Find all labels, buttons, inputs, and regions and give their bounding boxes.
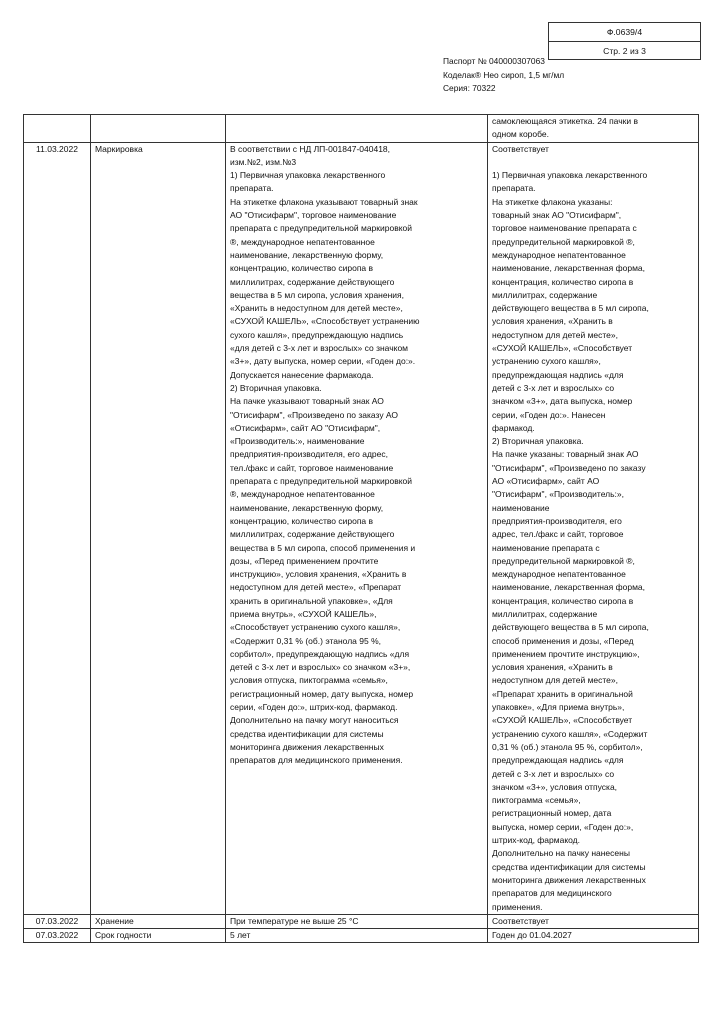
cell-requirement: 5 лет xyxy=(226,929,488,943)
page-number: Стр. 2 из 3 xyxy=(603,46,646,56)
cell-date: 07.03.2022 xyxy=(24,914,91,928)
cell-parameter xyxy=(91,115,226,143)
table-row xyxy=(24,142,699,914)
quality-table xyxy=(23,114,699,943)
form-code-box xyxy=(548,22,701,60)
form-code: Ф.0639/4 xyxy=(549,23,700,42)
cell-requirement: В соответствии с НД ЛП-001847-040418, изм.№2, изм.№3 1) Первичная упаковка лекарственного препарата. На этикетке флакона указывают товарный знак АО "Отисифарм", торговое наименование препарата с предупредительной маркировкой ®, международное непатентованное наименование, лекарственную форму, концентрацию, количество сиропа в миллилитрах, содержание действующего вещества в 5 мл сиропа, условия хранения, «Хранить в недоступном для детей месте», «СУХОЙ КАШЕЛЬ», «Способствует устранению сухого кашля», предупреждающую надпись «для детей с 3-х лет и взрослых» со значком «3+», дату выпуска, номер серии, «Годен до:». Допускается нанесение фармакода. 2) Вторичная упаковка. На пачке указывают товарный знак АО "Отисифарм", «Произведено по заказу АО «Отисифарм», сайт АО "Отисифарм", «Производитель:», наименование предприятия-производителя, его адрес, тел./факс и сайт, торговое наименование препарата с предупредительной маркировкой ®, международное непатентованное наименование, лекарственную форму, концентрацию, количество сиропа в миллилитрах, содержание действующего вещества в 5 мл сиропа, способ применения и дозы, «Перед применением прочтите инструкцию», условия хранения, «Хранить в недоступном для детей месте», «Препарат хранить в оригинальной упаковке», «Для приема внутрь», «СУХОЙ КАШЕЛЬ», «Способствует устранению сухого кашля», «Содержит 0,31 % (об.) этанола 95 %, сорбитол», предупреждающую надпись «для детей с 3-х лет и взрослых» со значком «3+», условия отпуска, пиктограмма «семья», регистрационный номер, дату выпуска, номер серии, «Годен до:», штрих-код, фармакод. Дополнительно на пачку могут наноситься средства идентификации для системы мониторинга движения лекарственных препаратов для медицинского применения. xyxy=(226,142,488,914)
table-row xyxy=(24,929,699,943)
cell-date: 07.03.2022 xyxy=(24,929,91,943)
cell-result: Соответствует xyxy=(488,914,699,928)
product-name: Коделак® Нео сироп, 1,5 мг/мл xyxy=(443,69,565,80)
cell-date: 11.03.2022 xyxy=(24,142,91,914)
cell-date xyxy=(24,115,91,143)
cell-result: Годен до 01.04.2027 xyxy=(488,929,699,943)
cell-result: Соответствует 1) Первичная упаковка лекарственного препарата. На этикетке флакона указаны: товарный знак АО "Отисифарм", торговое наименование препарата с предупредительной маркировкой ®, международное непатентованное наименование, лекарственная форма, концентрация, количество сиропа в миллилитрах, содержание действующего вещества в 5 мл сиропа, условия хранения, «Хранить в недоступном для детей месте», «СУХОЙ КАШЕЛЬ», «Способствует устранению сухого кашля», предупреждающая надпись «для детей с 3-х лет и взрослых» со значком «3+», дата выпуска, номер серии, «Годен до:». Нанесен фармакод. 2) Вторичная упаковка. На пачке указаны: товарный знак АО "Отисифарм", «Произведено по заказу АО «Отисифарм», сайт АО "Отисифарм", «Производитель:», наименование предприятия-производителя, его адрес, тел./факс и сайт, торговое наименование препарата с предупредительной маркировкой ®, международное непатентованное наименование, лекарственная форма, концентрация, количество сиропа в миллилитрах, содержание действующего вещества в 5 мл сиропа, способ применения и дозы, «Перед применением прочтите инструкцию», условия хранения, «Хранить в недоступном для детей месте», «Препарат хранить в оригинальной упаковке», «Для приема внутрь», «СУХОЙ КАШЕЛЬ», «Способствует устранению сухого кашля», «Содержит 0,31 % (об.) этанола 95 %, сорбитол», предупреждающая надпись «для детей с 3-х лет и взрослых» со значком «3+», условия отпуска, пиктограмма «семья», регистрационный номер, дата выпуска, номер серии, «Годен до:», штрих-код, фармакод. Дополнительно на пачку нанесены средства идентификации для системы мониторинга движения лекарственных препаратов для медицинского применения. xyxy=(488,142,699,914)
cell-parameter: Хранение xyxy=(91,914,226,928)
cell-result: самоклеющаяся этикетка. 24 пачки в одном коробе. xyxy=(488,115,699,143)
series-number: Серия: 70322 xyxy=(443,83,496,93)
cell-parameter: Срок годности xyxy=(91,929,226,943)
cell-requirement: При температуре не выше 25 °С xyxy=(226,914,488,928)
passport-header xyxy=(443,55,564,96)
table-row xyxy=(24,115,699,143)
table-row xyxy=(24,914,699,928)
cell-requirement xyxy=(226,115,488,143)
cell-parameter: Маркировка xyxy=(91,142,226,914)
passport-number: Паспорт № 040000307063 xyxy=(443,56,545,66)
